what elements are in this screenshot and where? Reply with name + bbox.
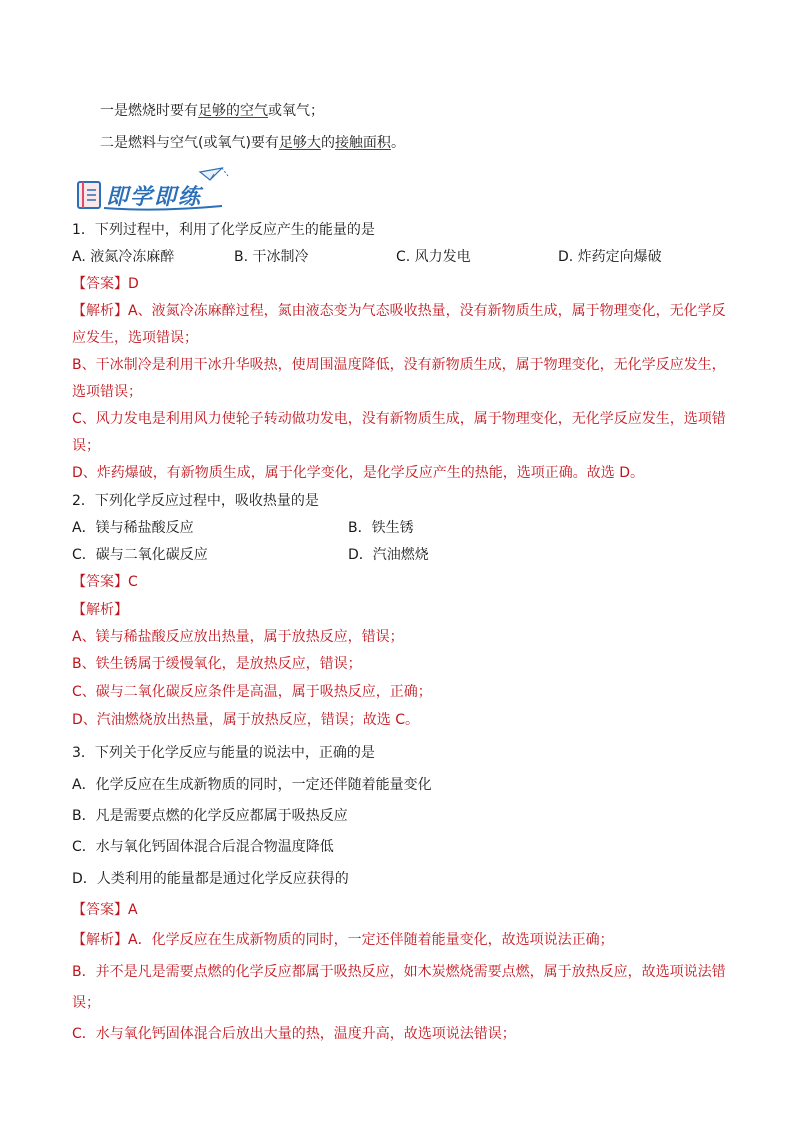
q1-analysis-line: 误； xyxy=(72,438,100,454)
intro-text: 二是燃料与空气(或氧气)要有 xyxy=(100,135,279,151)
q3-stem: 3．下列关于化学反应与能量的说法中，正确的是 xyxy=(72,745,375,761)
q2-analysis-line: C、碳与二氧化碳反应条件是高温，属于吸热反应，正确； xyxy=(72,684,432,700)
q2-stem: 2．下列化学反应过程中，吸收热量的是 xyxy=(72,493,319,509)
q3-option-b: B．凡是需要点燃的化学反应都属于吸热反应 xyxy=(72,808,348,824)
q3-option-a: A．化学反应在生成新物质的同时，一定还伴随着能量变化 xyxy=(72,777,432,793)
q3-analysis-line: C．水与氧化钙固体混合后放出大量的热，温度升高，故选项说法错误； xyxy=(72,1026,516,1042)
q1-answer xyxy=(72,275,732,293)
q2-analysis-label: 【解析】 xyxy=(72,602,128,618)
answer-label: 【答案】 xyxy=(72,574,128,590)
q1-option-a: A. 液氮冷冻麻醉 xyxy=(72,249,175,265)
q3-option-d: D．人类利用的能量都是通过化学反应获得的 xyxy=(72,871,349,887)
q2-option-d: D．汽油燃烧 xyxy=(348,547,429,563)
answer-value: D xyxy=(128,276,139,292)
q1-analysis-line xyxy=(72,302,732,320)
q2-answer xyxy=(72,573,732,591)
q3-analysis-line: 误； xyxy=(72,995,100,1011)
q3-analysis-line xyxy=(72,931,732,949)
q3-option-c: C．水与氧化钙固体混合后混合物温度降低 xyxy=(72,839,334,855)
underlined-phrase: 接触面积 xyxy=(334,135,391,151)
q2-analysis-line: B、铁生锈属于缓慢氧化，是放热反应，错误； xyxy=(72,656,362,672)
intro-text: 一是燃烧时要有 xyxy=(100,103,198,119)
intro-text: 。 xyxy=(390,135,405,151)
q2-option-c: C．碳与二氧化碳反应 xyxy=(72,547,208,563)
q2-option-b: B．铁生锈 xyxy=(348,520,414,536)
underlined-phrase: 足够大 xyxy=(278,135,321,151)
underlined-phrase: 足够的空气 xyxy=(198,103,268,119)
q1-analysis-line: B、干冰制冷是利用干冰升华吸热，使周围温度降低，没有新物质生成，属于物理变化，无化学反应发生， xyxy=(72,357,726,373)
q3-answer xyxy=(72,901,732,919)
analysis-label: 【解析】 xyxy=(72,932,128,948)
q1-option-c: C. 风力发电 xyxy=(396,249,471,265)
q1-stem: 1．下列过程中，利用了化学反应产生的能量的是 xyxy=(72,222,375,238)
answer-value: C xyxy=(128,574,138,590)
notebook-icon xyxy=(78,182,100,208)
intro-text: 或氧气； xyxy=(268,103,324,119)
q1-analysis-line: 选项错误； xyxy=(72,384,142,400)
q3-analysis-line: B．并不是凡是需要点燃的化学反应都属于吸热反应，如木炭燃烧需要点燃，属于放热反应，故选项说法错 xyxy=(72,964,726,980)
q2-option-a: A．镁与稀盐酸反应 xyxy=(72,520,194,536)
intro-text: 的 xyxy=(320,135,335,151)
q1-analysis-line: 应发生，选项错误； xyxy=(72,330,198,346)
banner-title: 即学即练 xyxy=(106,185,203,210)
section-banner xyxy=(76,166,236,212)
q2-analysis-line: A、镁与稀盐酸反应放出热量，属于放热反应，错误； xyxy=(72,629,404,645)
intro-line-2 xyxy=(100,134,760,152)
paper-plane-icon xyxy=(200,168,228,180)
answer-value: A xyxy=(128,902,138,918)
analysis-text: A．化学反应在生成新物质的同时，一定还伴随着能量变化，故选项说法正确； xyxy=(128,932,614,948)
q1-analysis-line: D、炸药爆破，有新物质生成，属于化学变化，是化学反应产生的热能，选项正确。故选 D。 xyxy=(72,465,645,481)
intro-line-1 xyxy=(100,102,760,120)
q1-option-d: D. 炸药定向爆破 xyxy=(558,249,662,265)
q2-analysis-line: D、汽油燃烧放出热量，属于放热反应，错误；故选 C。 xyxy=(72,712,420,728)
analysis-text: A、液氮冷冻麻醉过程，氮由液态变为气态吸收热量，没有新物质生成，属于物理变化，无化学反 xyxy=(128,303,726,319)
answer-label: 【答案】 xyxy=(72,902,128,918)
q1-option-b: B. 干冰制冷 xyxy=(234,249,309,265)
answer-label: 【答案】 xyxy=(72,276,128,292)
analysis-label: 【解析】 xyxy=(72,303,128,319)
q1-analysis-line: C、风力发电是利用风力使轮子转动做功发电，没有新物质生成，属于物理变化，无化学反应发生，选项错 xyxy=(72,411,726,427)
